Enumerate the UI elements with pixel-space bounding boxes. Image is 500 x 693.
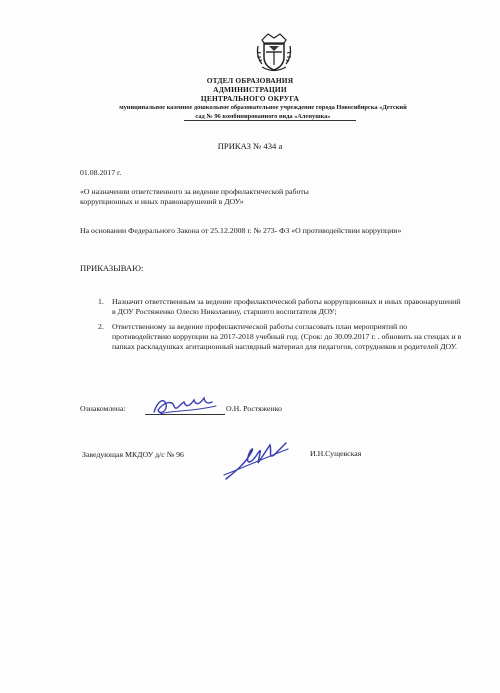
acknowledged-label: Ознакомлена: (80, 404, 126, 413)
department-line-2: АДМИНИСТРАЦИИ (213, 85, 287, 94)
head-role: Заведующая МКДОУ д/с № 96 (82, 450, 184, 459)
institution-line-1: муниципальное казенное дошкольное образовательное учреждение города Новосибирска «Детский (119, 104, 407, 111)
order-basis: На основании Федерального Закона от 25.12.2008 г. № 273- ФЗ «О противодействии коррупции» (80, 226, 402, 235)
list-item-text: Ответственному за ведение профилактической работы согласовать план мероприятий по противодействию коррупции на 2017-2018 учебный год. (Срок: до 30.09.2017 г. . обновить на стендах и в папках раскладушках агитационный наглядный материал для педагогов, сотрудников и родителей ДОУ. (112, 322, 462, 351)
order-title: ПРИКАЗ № 434 а (217, 141, 283, 151)
order-word: ПРИКАЗЫВАЮ: (80, 263, 144, 273)
institution-line-2: сад № 96 комбинированного вида «Аленушка» (195, 113, 331, 120)
order-items-list (98, 297, 464, 357)
handwritten-signature-head (222, 437, 292, 483)
department-line-3: ЦЕНТРАЛЬНОГО ОКРУГА (200, 94, 300, 103)
list-item (98, 322, 464, 352)
department-line-1: ОТДЕЛ ОБРАЗОВАНИЯ (206, 76, 294, 85)
list-item-text: Назначит ответственным за ведение профилактической работы коррупционных и иных правонарушений в ДОУ Ростяженко Олесю Николаевну, старшего воспитателя ДОУ; (112, 297, 461, 316)
header-underline (184, 120, 356, 121)
list-item-number: 1. (98, 297, 104, 306)
acknowledged-name: О.Н. Ростяженко (226, 404, 282, 413)
order-date: 01.08.2017 г. (80, 168, 122, 177)
list-item-number: 2. (98, 322, 104, 331)
head-name: И.Н.Сущевская (310, 449, 362, 458)
order-subject: «О назначении ответственного за ведение профилактической работы коррупционных и иных правонарушений в ДОУ» (80, 187, 309, 206)
coat-of-arms-icon (252, 30, 296, 74)
handwritten-signature-acknowledged (150, 394, 220, 420)
list-item (98, 297, 464, 317)
